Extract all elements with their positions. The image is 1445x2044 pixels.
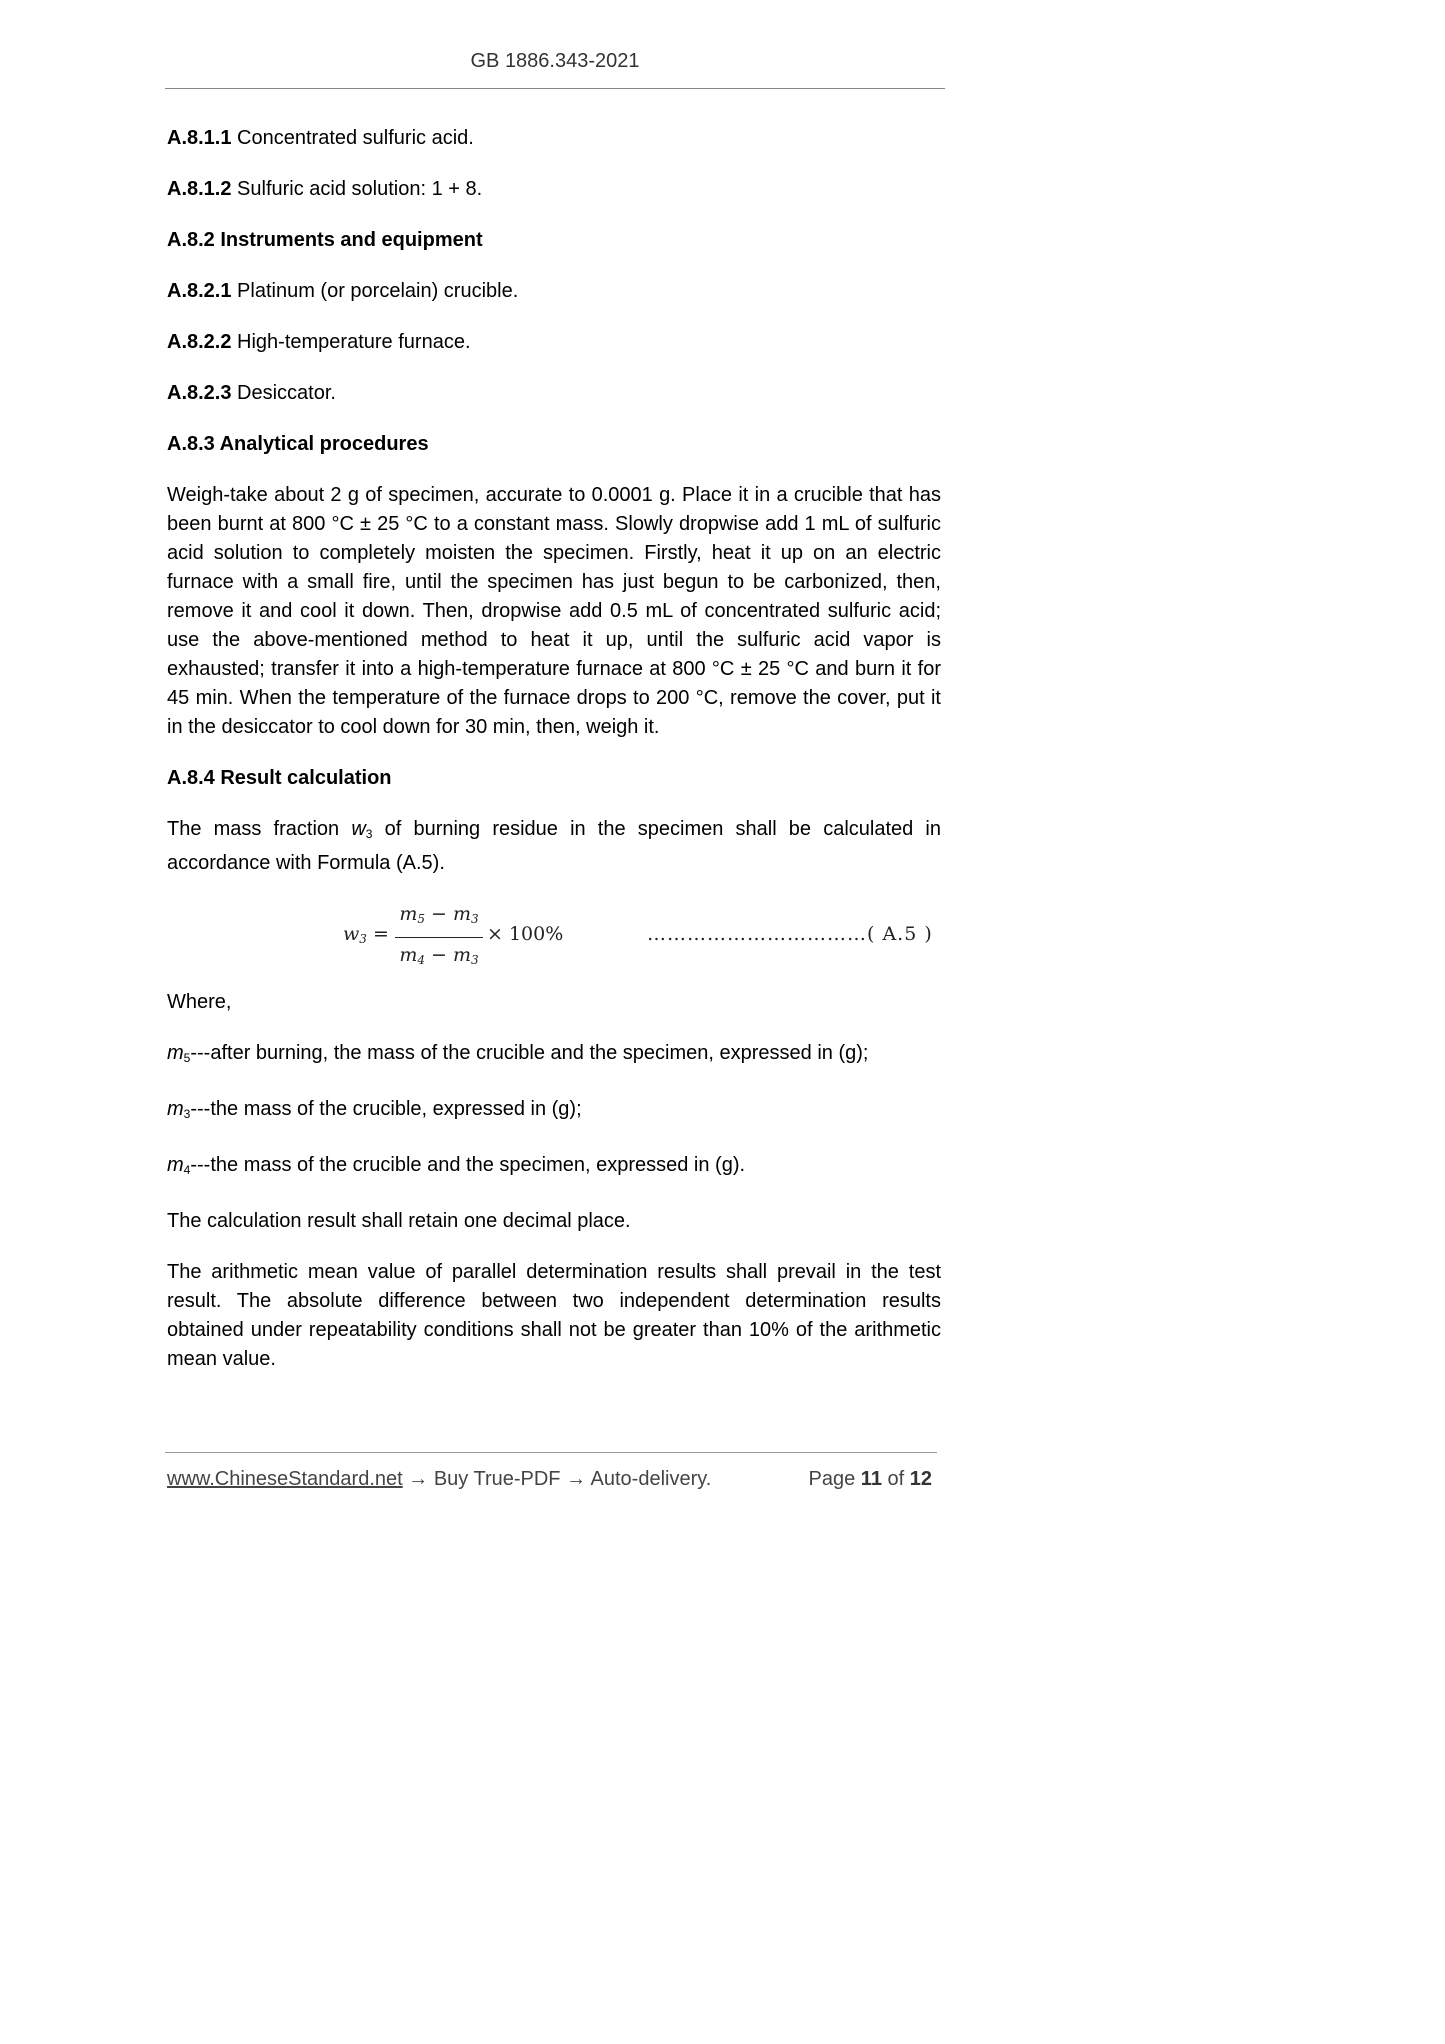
footer-tagline: → Buy True-PDF → Auto-delivery. [402,1468,712,1490]
result-intro-paragraph [167,815,941,878]
variable-definition-m4 [167,1151,941,1185]
page-indicator [809,1468,932,1491]
variable-subscript: 3 [183,1107,191,1121]
variable-symbol: m [167,1154,184,1176]
clause-number: A.8.1.1 [167,127,232,149]
variable-description: ---the mass of the crucible and the specimen, expressed in (g). [190,1154,746,1176]
page-total: 12 [909,1468,932,1490]
formula-operator: − [425,944,453,966]
variable-subscript: 4 [183,1163,191,1177]
variable-description: ---after burning, the mass of the crucible and the specimen, expressed in (g); [190,1042,869,1064]
of-word: of [881,1468,910,1490]
clause-number: A.8.2.3 [167,382,232,404]
clause-number: A.8.1.2 [167,178,232,200]
page-word: Page [808,1468,861,1490]
formula-symbol: m [453,903,472,925]
document-header: GB 1886.343-2021 [470,50,640,72]
variable-subscript: 5 [183,1051,191,1065]
clause-text: High-temperature furnace. [237,331,471,353]
formula-subscript: 3 [359,932,367,946]
intro-text: The mass fraction [167,818,352,840]
formula-operator: − [425,903,453,925]
section-heading-result: A.8.4 Result calculation [167,767,392,789]
procedure-paragraph: Weigh-take about 2 g of specimen, accurate to 0.0001 g. Place it in a crucible that has been burnt at 800 °C ± 25 °C to a constant mass. Slowly dropwise add 1 mL of sulfuric acid solution to completely moisten the specimen. Firstly, heat it up on an electric furnace with a small fire, until the specimen has just begun to be carbonized, then, remove it and cool it down. Then, dropwise add 0.5 mL of concentrated sulfuric acid; use the above-mentioned method to heat it up, until the sulfuric acid vapor is exhausted; transfer it into a high-temperature furnace at 800 °C ± 25 °C and burn it for 45 min. When the temperature of the furnace drops to 200 °C, remove the cover, put it in the desiccator to cool down for 30 min, then, weigh it. [167,484,941,738]
clause-a-8-2-2 [167,328,941,357]
formula-a-5 [167,900,941,967]
formula-multiplier: × 100% [487,923,564,945]
formula-symbol: m [399,903,418,925]
clause-a-8-2-1 [167,277,941,306]
clause-text: Platinum (or porcelain) crucible. [237,280,519,302]
formula-denominator [395,938,483,975]
formula-fraction [395,900,483,975]
clause-number: A.8.2.1 [167,280,232,302]
section-heading-procedures: A.8.3 Analytical procedures [167,433,429,455]
retain-decimal-paragraph: The calculation result shall retain one decimal place. [167,1210,631,1232]
formula-subscript: 3 [471,953,479,967]
clause-text: Sulfuric acid solution: 1 + 8. [237,178,483,200]
header-divider [165,88,945,89]
variable-symbol: m [167,1098,184,1120]
clause-text: Desiccator. [237,382,336,404]
footer-divider [165,1452,937,1453]
document-body [167,124,941,1396]
formula-equals: = [366,923,389,945]
formula-symbol: w [343,923,360,945]
page-footer [167,1468,937,1491]
formula-symbol: m [453,944,472,966]
formula-lhs [343,920,389,954]
formula-symbol: m [399,944,418,966]
variable-definition-m3 [167,1095,941,1129]
formula-subscript: 4 [417,953,425,967]
variable-symbol: m [167,1042,184,1064]
formula-label: ……………………………( A.5 ) [647,923,933,945]
clause-a-8-1-2 [167,175,941,204]
where-label: Where, [167,991,232,1013]
variable-definition-m5 [167,1039,941,1073]
intro-text: of burning residue in the specimen shall be calculated in accordance with Formula (A.5). [167,818,941,874]
arithmetic-mean-paragraph: The arithmetic mean value of parallel determination results shall prevail in the test result. The absolute difference between two independent determination results obtained under repeatability conditions shall not be greater than 10% of the arithmetic mean value. [167,1261,941,1370]
clause-a-8-1-1 [167,124,941,153]
site-link[interactable]: www.ChineseStandard.net [167,1468,403,1490]
clause-number: A.8.2.2 [167,331,232,353]
page-number: 11 [860,1468,882,1490]
clause-text: Concentrated sulfuric acid. [237,127,474,149]
section-heading-instruments: A.8.2 Instruments and equipment [167,229,483,251]
formula-subscript: 3 [471,912,479,926]
variable-subscript: 3 [365,827,373,841]
formula-subscript: 5 [417,912,425,926]
clause-a-8-2-3 [167,379,941,408]
variable-description: ---the mass of the crucible, expressed in (g); [190,1098,582,1120]
variable-symbol: w [351,818,366,840]
formula-numerator [395,900,483,938]
